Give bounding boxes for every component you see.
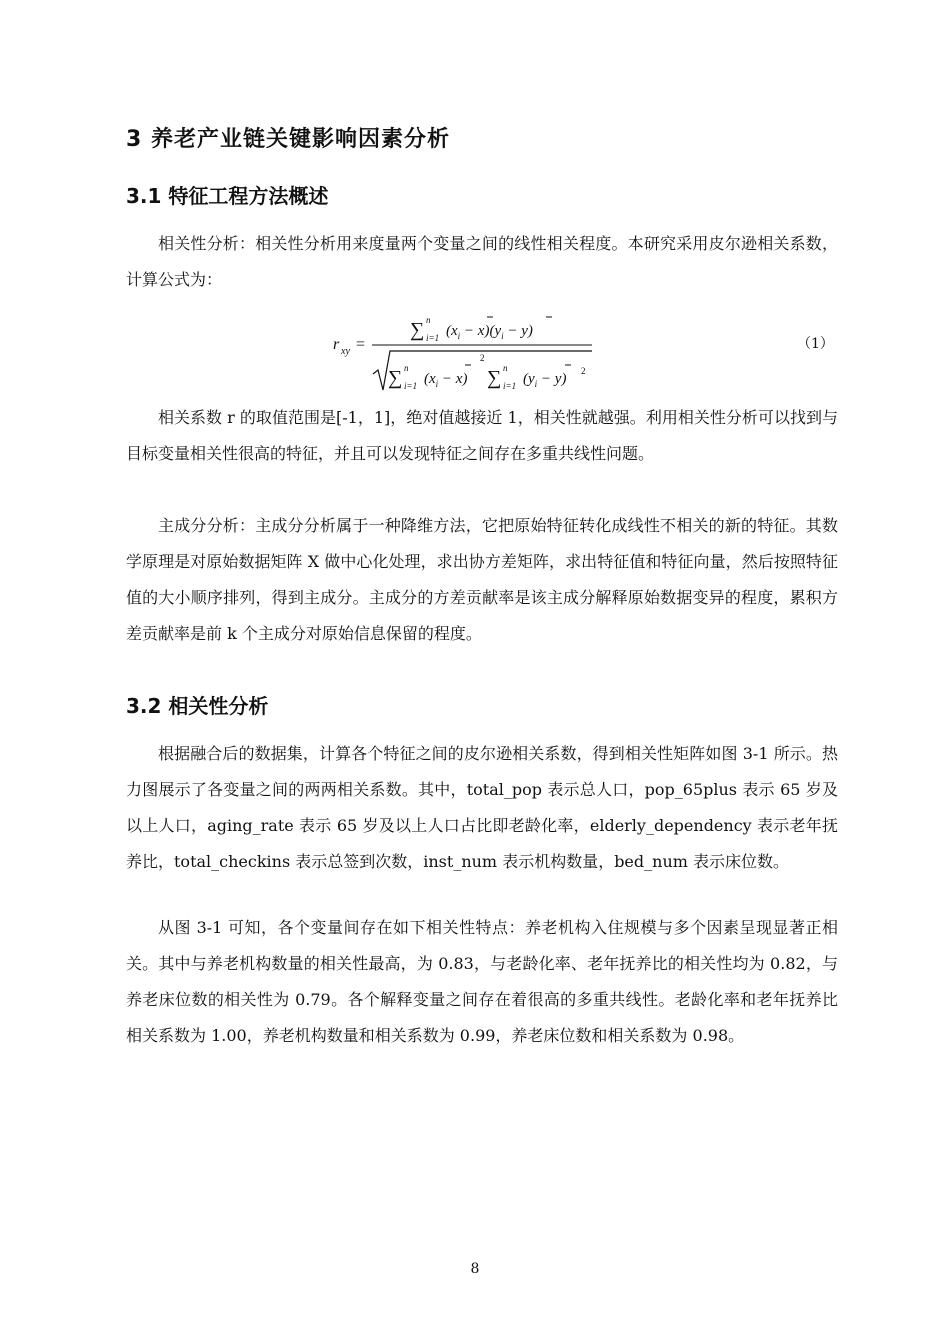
subsection-heading-correlation-analysis: 3.2 相关性分析 — [126, 694, 269, 718]
paragraph-dataset-description: 根据融合后的数据集，计算各个特征之间的皮尔逊相关系数，得到相关性矩阵如图 3-1 所示。热力图展示了各变量之间的两两相关系数。其中，total_pop 表示总人口，pop_65plus 表示 65 岁及以上人口，aging_rate 表示 65 岁及以上人口占比即老龄化率，elderly_dependency 表示老年抚养比，total_checkins 表示总签到次数，inst_num 表示机构数量，bed_num 表示床位数。 — [126, 744, 838, 871]
subsection-heading-feature-engineering: 3.1 特征工程方法概述 — [126, 184, 329, 208]
page-number: 8 — [470, 1261, 480, 1277]
paragraph-correlation-range: 相关系数 r 的取值范围是[-1，1]，绝对值越接近 1，相关性就越强。利用相关性分析可以找到与目标变量相关性很高的特征，并且可以发现特征之间存在多重共线性问题。 — [126, 408, 838, 463]
numerator-sum-upper: n — [426, 315, 431, 325]
formula-lhs: r — [333, 336, 340, 353]
svg-text:(xi − x): $(x_i - x)$ — [424, 371, 468, 389]
denominator-exponent-x: 2 — [480, 353, 485, 363]
paragraph-correlation-findings: 从图 3-1 可知，各个变量间存在如下相关性特点：养老机构入住规模与多个因素呈现显著正相关。其中与养老机构数量的相关性最高，为 0.83，与老龄化率、老年抚养比的相关性均为 0.82，与养老床位数的相关性为 0.79。各个解释变量之间存在着很高的多重共线性。老龄化率和老年抚养比相关系数为 1.00，养老机构数量和相关系数为 0.99，养老床位数和相关系数为 0.98。 — [126, 918, 838, 1045]
denominator-sum-y-upper: n — [503, 363, 508, 373]
numerator-sum-icon: ∑ — [410, 319, 425, 341]
denominator-sum-y-lower: i=1 — [503, 381, 517, 391]
equation-number: （1） — [797, 336, 834, 352]
svg-text:(xi − x)(yi − y): $(x_i - x)(y_i - y)$ — [446, 323, 533, 341]
section-heading: 3 养老产业链关键影响因素分析 — [126, 127, 450, 152]
denominator-sum-x-lower: i=1 — [404, 381, 418, 391]
formula-lhs-subscript: xy — [341, 346, 350, 357]
numerator-sum-lower: i=1 — [426, 333, 440, 343]
paragraph-correlation-intro: 相关性分析：相关性分析用来度量两个变量之间的线性相关程度。本研究采用皮尔逊相关系数，计算公式为： — [126, 234, 838, 289]
formula-equals: = — [356, 336, 366, 353]
denominator-sum-x-icon: ∑ — [388, 367, 403, 389]
denominator-sum-y-icon: ∑ — [487, 367, 502, 389]
svg-text:(yi − y): $(y_i - y)$ — [523, 371, 567, 389]
pearson-formula — [330, 306, 600, 396]
denominator-exponent-y: 2 — [581, 366, 586, 376]
denominator-sum-x-upper: n — [404, 363, 409, 373]
paragraph-pca: 主成分分析：主成分分析属于一种降维方法，它把原始特征转化成线性不相关的新的特征。其数学原理是对原始数据矩阵 X 做中心化处理，求出协方差矩阵，求出特征值和特征向量，然后按照特征值的大小顺序排列，得到主成分。主成分的方差贡献率是该主成分解释原始数据变异的程度，累积方差贡献率是前 k 个主成分对原始信息保留的程度。 — [126, 516, 838, 643]
